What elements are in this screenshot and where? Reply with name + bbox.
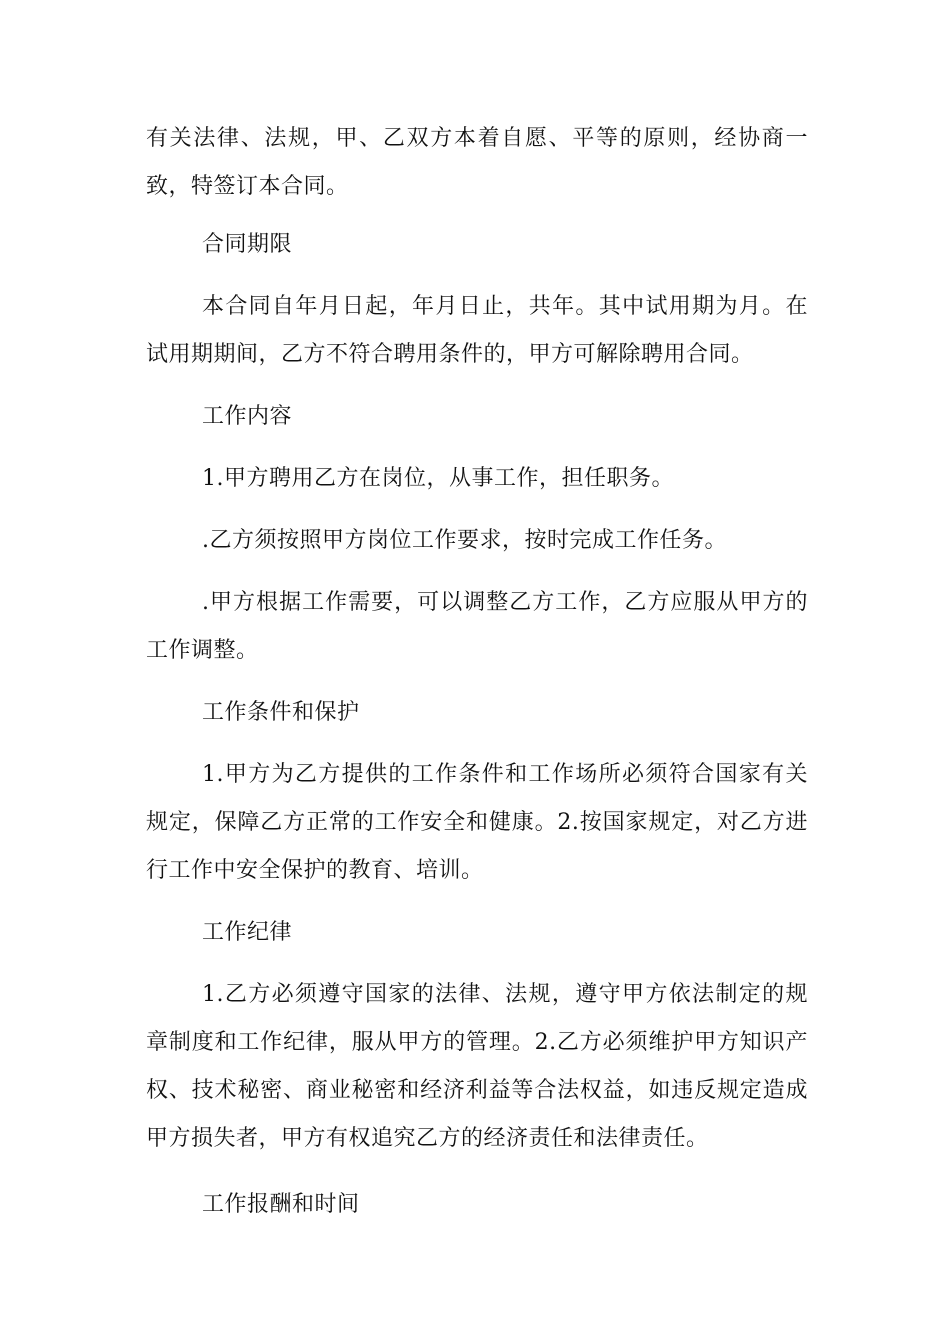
- paragraph-work-content-2: .乙方须按照甲方岗位工作要求，按时完成工作任务。: [202, 528, 727, 553]
- paragraph-work-conditions: 1.甲方为乙方提供的工作条件和工作场所必须符合国家有关规定，保障乙方正常的工作安全和健康。2.按国家规定，对乙方进行工作中安全保护的教育、培训。: [146, 762, 808, 883]
- paragraph-work-content-1: 1.甲方聘用乙方在岗位，从事工作，担任职务。: [202, 466, 674, 491]
- section-heading-pay-and-hours: 工作报酬和时间: [202, 1192, 360, 1217]
- section-heading-work-content: 工作内容: [202, 404, 293, 429]
- paragraph-work-discipline: 1.乙方必须遵守国家的法律、法规，遵守甲方依法制定的规章制度和工作纪律，服从甲方的管理。2.乙方必须维护甲方知识产权、技术秘密、商业秘密和经济利益等合法权益，如违反规定造成甲方损失者，甲方有权追究乙方的经济责任和法律责任。: [146, 982, 808, 1151]
- section-heading-work-conditions: 工作条件和保护: [202, 700, 360, 725]
- paragraph-contract-term: 本合同自年月日起，年月日止，共年。其中试用期为月。在试用期期间，乙方不符合聘用条件的，甲方可解除聘用合同。: [146, 294, 808, 367]
- paragraph-intro: 有关法律、法规，甲、乙双方本着自愿、平等的原则，经协商一致，特签订本合同。: [146, 126, 808, 199]
- section-heading-contract-term: 合同期限: [202, 232, 293, 257]
- paragraph-work-content-3: .甲方根据工作需要，可以调整乙方工作，乙方应服从甲方的工作调整。: [146, 590, 808, 663]
- section-heading-work-discipline: 工作纪律: [202, 920, 293, 945]
